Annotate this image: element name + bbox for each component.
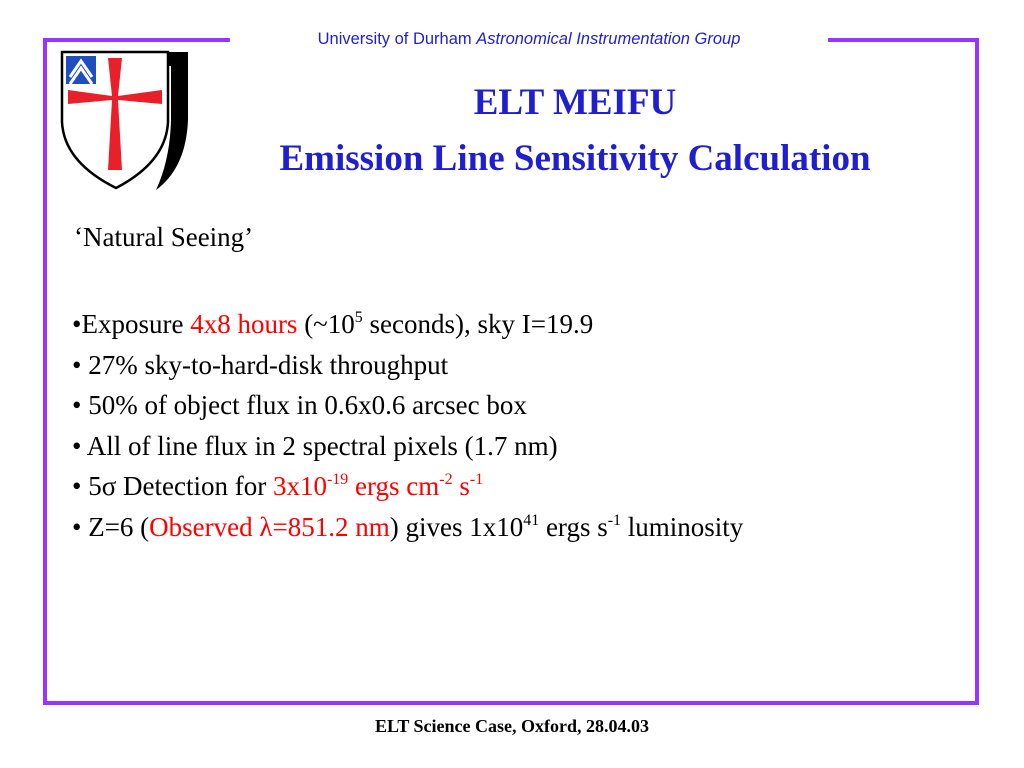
- bullet-list: [72, 304, 743, 547]
- superscript: -1: [469, 471, 484, 488]
- highlight-part: 3x10: [272, 471, 327, 501]
- superscript: 41: [523, 511, 540, 529]
- bullet-line-flux: • All of line flux in 2 spectral pixels (1.7 nm): [72, 430, 558, 461]
- group-name: Astronomical Instrumentation Group: [476, 30, 741, 48]
- bullet-text: ergs s: [539, 511, 608, 542]
- slide-footer: ELT Science Case, Oxford, 28.04.03: [374, 716, 649, 736]
- bullet-throughput: • 27% sky-to-hard-disk throughput: [72, 349, 449, 380]
- bullet-text: • Z=6 (: [72, 511, 150, 542]
- bullet-object-flux: • 50% of object flux in 0.6x0.6 arcsec box: [72, 390, 527, 420]
- highlight-text: 4x8 hours: [190, 309, 298, 339]
- bullet-text: • 5σ Detection for: [72, 471, 273, 501]
- bullet-redshift: [72, 507, 743, 548]
- superscript: -19: [326, 471, 349, 488]
- bullet-text: ) gives 1x10: [389, 511, 524, 542]
- bullet-text: •Exposure: [72, 309, 191, 339]
- slide-subtitle: Emission Line Sensitivity Calculation: [279, 138, 871, 179]
- bullet-text: seconds), sky I=19.9: [362, 309, 594, 339]
- highlight-text: Observed λ=851.2 nm: [149, 511, 390, 542]
- superscript: -2: [439, 471, 453, 488]
- superscript: 5: [354, 309, 363, 326]
- natural-seeing-heading: ‘Natural Seeing’: [74, 222, 254, 252]
- superscript: -1: [607, 511, 622, 529]
- highlight-part: s: [452, 471, 470, 501]
- highlight-part: ergs cm: [348, 471, 440, 501]
- header-affiliation: [230, 27, 828, 51]
- bullet-exposure: [72, 304, 743, 345]
- bullet-text: luminosity: [621, 511, 744, 542]
- slide-title: ELT MEIFU: [473, 82, 677, 123]
- bullet-detection: [72, 466, 743, 507]
- university-name: University of Durham: [317, 30, 472, 48]
- durham-crest-shield-icon: [58, 50, 190, 192]
- bullet-text: (~10: [297, 309, 355, 339]
- highlight-text: [273, 471, 483, 501]
